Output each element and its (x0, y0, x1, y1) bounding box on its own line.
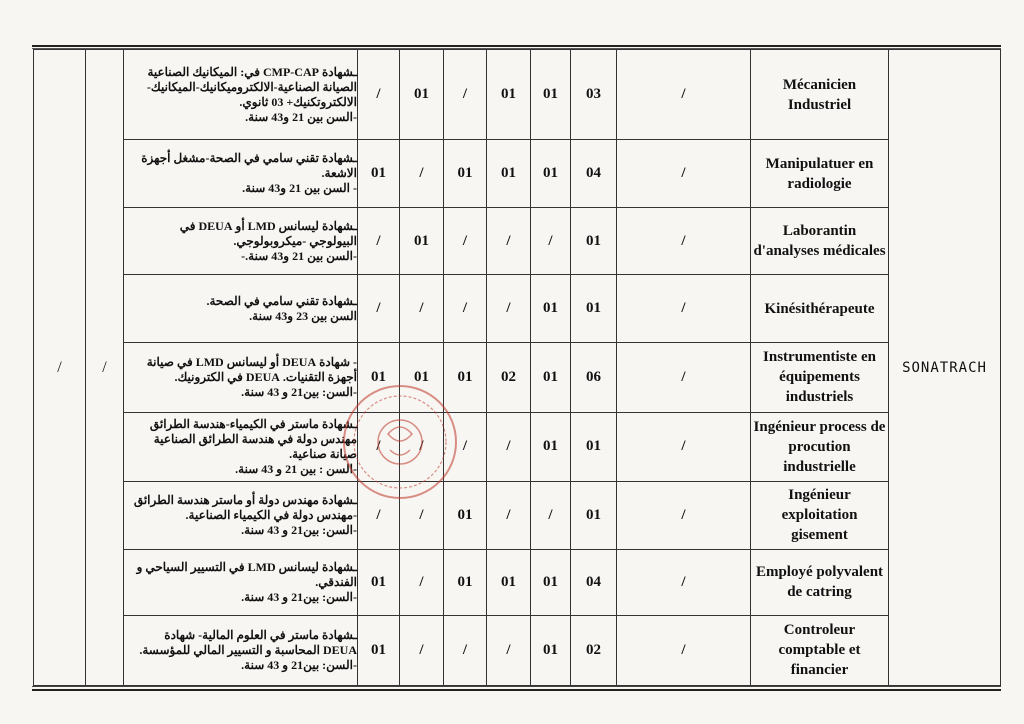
job-title-cell (751, 50, 889, 140)
job-title-line: financier (790, 662, 849, 679)
job-title-line: Ingénieur (788, 487, 851, 504)
count-cell: / (400, 481, 444, 549)
requirement-line: -السن: بين21 و 43 سنة. (241, 589, 357, 604)
count-cell: 01 (531, 275, 571, 343)
job-title-line: industriels (785, 389, 854, 406)
table-row (34, 343, 1001, 412)
requirements-cell (124, 412, 358, 481)
requirement-line: -السن بين 21 و43 سنة. (245, 109, 357, 124)
requirement-line: - شهادة DEUA أو ليسانس LMD في صيانة (146, 354, 357, 369)
table-row (34, 50, 1001, 140)
count-cell: / (617, 549, 751, 615)
count-cell: 01 (531, 140, 571, 208)
requirement-line: الاشعة. (321, 166, 357, 181)
requirements-cell (124, 140, 358, 208)
count-cell: 04 (571, 140, 617, 208)
table-row (34, 140, 1001, 208)
count-cell: / (400, 140, 444, 208)
count-cell: 01 (358, 343, 400, 412)
requirement-line: أجهزة التقنيات. DEUA في الكترونيك. (174, 369, 357, 384)
table-row (34, 275, 1001, 343)
requirement-line: صيانة صناعية. (289, 446, 357, 461)
job-title-line: Instrumentiste en (763, 349, 876, 366)
count-cell: / (444, 208, 487, 275)
job-title-line: Laborantin (782, 223, 857, 240)
bottom-rule-thin (32, 686, 1001, 687)
count-cell: / (400, 615, 444, 685)
table-row (34, 208, 1001, 275)
count-cell: / (617, 412, 751, 481)
count-cell: / (617, 275, 751, 343)
requirement-line: السن بين 23 و43 سنة. (249, 308, 357, 323)
job-title-line: industrielle (783, 458, 856, 475)
requirements-cell (124, 275, 358, 343)
requirement-line: البيولوجي -ميكروبولوجي. (233, 233, 357, 248)
job-title-cell (751, 208, 889, 275)
side-marker-inner: / (86, 50, 124, 686)
requirements-cell (124, 208, 358, 275)
requirement-line: ـشهادة تقني سامي في الصحة-مشغل أجهزة (141, 151, 357, 166)
requirement-line: ـشهادة ليسانس LMD في التسيير السياحي و (136, 559, 357, 574)
table-row (34, 549, 1001, 615)
count-cell: / (487, 275, 531, 343)
job-title-line: Controleur (783, 622, 856, 639)
top-rule (32, 45, 1001, 47)
job-title-line: comptable et (778, 642, 861, 659)
count-cell: 02 (571, 615, 617, 685)
requirements-cell (124, 615, 358, 685)
count-cell: 01 (531, 343, 571, 412)
count-cell: 01 (444, 140, 487, 208)
requirement-line: DEUA المحاسبة و التسيير المالي للمؤسسة. (139, 642, 357, 657)
requirement-line: ـشهادة ليسانس LMD أو DEUA في (179, 218, 357, 233)
company-name: SONATRACH (889, 50, 1001, 686)
count-cell: 01 (400, 208, 444, 275)
count-cell: 01 (531, 50, 571, 140)
requirement-line: - السن بين 21 و43 سنة. (242, 181, 357, 196)
recruitment-table (33, 49, 1001, 686)
requirement-line: ـشهادة ماستر في الكيمياء-هندسة الطرائق (149, 416, 357, 431)
count-cell: 01 (358, 140, 400, 208)
count-cell: 04 (571, 549, 617, 615)
job-title-line: Employé polyvalent (755, 564, 884, 581)
job-title-line: gisement (791, 527, 848, 544)
bottom-rule (32, 689, 1001, 691)
count-cell: 01 (487, 50, 531, 140)
job-title-cell (751, 615, 889, 685)
job-title-line: radiologie (787, 175, 852, 192)
count-cell: 01 (400, 343, 444, 412)
count-cell: / (444, 412, 487, 481)
count-cell: / (358, 50, 400, 140)
count-cell: / (444, 50, 487, 140)
job-title-line: équipements (779, 369, 860, 386)
requirement-line: ـشهادة مهندس دولة أو ماستر هندسة الطرائق (133, 492, 357, 507)
table-row (34, 615, 1001, 685)
job-title-cell (751, 343, 889, 412)
job-title-line: exploitation (781, 507, 858, 524)
count-cell: / (617, 481, 751, 549)
requirements-cell (124, 50, 358, 140)
count-cell: 01 (571, 208, 617, 275)
count-cell: 01 (358, 549, 400, 615)
requirements-cell (124, 343, 358, 412)
requirements-cell (124, 549, 358, 615)
side-marker-outer: / (34, 50, 86, 686)
count-cell: 01 (444, 481, 487, 549)
count-cell: / (531, 481, 571, 549)
job-title-cell (751, 412, 889, 481)
job-title-line: Industriel (787, 96, 852, 113)
count-cell: / (617, 208, 751, 275)
job-title-cell (751, 140, 889, 208)
table-row (34, 481, 1001, 549)
count-cell: / (358, 412, 400, 481)
job-title-line: Kinésithérapeute (764, 300, 875, 317)
count-cell: / (487, 615, 531, 685)
requirement-line: الالكتروتكنيك+ 03 ثانوي. (239, 94, 357, 109)
count-cell: 01 (358, 615, 400, 685)
requirements-cell (124, 481, 358, 549)
job-title-cell (751, 549, 889, 615)
requirement-line: -السن : بين 21 و 43 سنة. (235, 461, 357, 476)
job-title-line: Ingénieur process de (753, 418, 886, 435)
count-cell: 01 (444, 343, 487, 412)
job-title-line: de catring (787, 584, 852, 601)
requirement-line: -السن: بين21 و 43 سنة. (241, 522, 357, 537)
count-cell: 01 (571, 412, 617, 481)
count-cell: / (358, 275, 400, 343)
count-cell: 01 (531, 615, 571, 685)
requirement-line: -السن: بين21 و 43 سنة. (241, 657, 357, 672)
count-cell: / (358, 481, 400, 549)
requirement-line: ـشهادة CMP-CAP في: الميكانيك الصناعية (147, 64, 357, 79)
count-cell: 01 (571, 481, 617, 549)
count-cell: / (617, 343, 751, 412)
count-cell: / (444, 275, 487, 343)
count-cell: 01 (571, 275, 617, 343)
count-cell: 01 (531, 412, 571, 481)
job-title-line: Manipulatuer en (765, 155, 874, 172)
count-cell: 01 (400, 50, 444, 140)
count-cell: 02 (487, 343, 531, 412)
count-cell: 01 (487, 549, 531, 615)
table-row (34, 412, 1001, 481)
count-cell: / (400, 275, 444, 343)
requirement-line: -السن: بين21 و 43 سنة. (241, 384, 357, 399)
job-title-line: d'analyses médicales (753, 243, 886, 260)
count-cell: / (617, 140, 751, 208)
count-cell: 06 (571, 343, 617, 412)
count-cell: 03 (571, 50, 617, 140)
count-cell: 01 (531, 549, 571, 615)
requirement-line: -مهندس دولة في الكيمياء الصناعية. (185, 507, 357, 522)
requirement-line: ـشهادة ماستر في العلوم المالية- شهادة (164, 627, 357, 642)
count-cell: / (617, 615, 751, 685)
count-cell: / (400, 549, 444, 615)
count-cell: / (531, 208, 571, 275)
requirement-line: ـشهادة تقني سامي في الصحة. (206, 293, 357, 308)
job-title-cell (751, 275, 889, 343)
count-cell: / (487, 412, 531, 481)
count-cell: / (617, 50, 751, 140)
job-title-line: Mécanicien (782, 76, 857, 93)
count-cell: 01 (444, 549, 487, 615)
requirement-line: مهندس دولة في هندسة الطرائق الصناعية (153, 431, 357, 446)
count-cell: / (358, 208, 400, 275)
job-title-line: procution (788, 438, 851, 455)
job-title-cell (751, 481, 889, 549)
requirement-line: الصيانة الصناعية-الالكتروميكانيك-الميكانيك- (146, 79, 357, 94)
count-cell: / (400, 412, 444, 481)
count-cell: / (444, 615, 487, 685)
count-cell: / (487, 208, 531, 275)
requirement-line: -السن بين 21 و43 سنة.- (241, 248, 357, 263)
requirement-line: الفندقي. (315, 574, 357, 589)
count-cell: 01 (487, 140, 531, 208)
count-cell: / (487, 481, 531, 549)
